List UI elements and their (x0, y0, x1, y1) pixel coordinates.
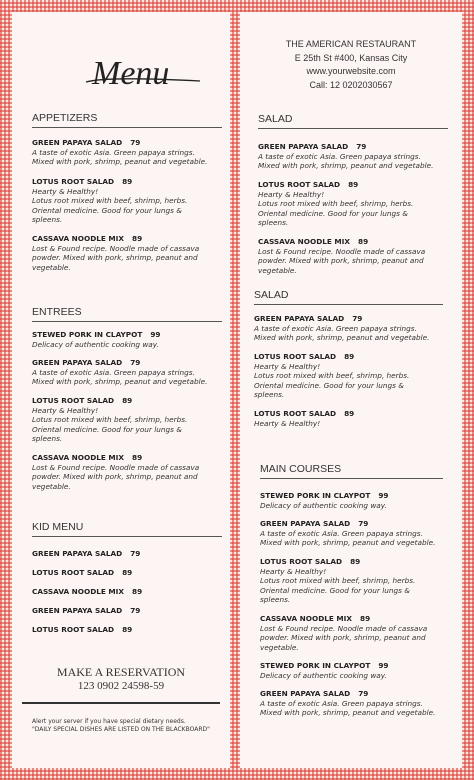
menu-script-title (82, 48, 202, 98)
menu-item-price: 79 (130, 358, 141, 367)
menu-item-price: 89 (344, 352, 355, 361)
menu-item (260, 661, 389, 680)
menu-item-description: A taste of exotic Asia. Green papaya strings. (258, 151, 421, 161)
menu-item-description: vegetable. (32, 262, 71, 272)
salad-heading: SALAD (254, 289, 443, 305)
menu-item-description: powder. Mixed with pork, shrimp, peanut and (32, 472, 198, 482)
menu-item-description: Delicacy of authentic cooking way. (32, 339, 159, 349)
menu-item-price: 89 (122, 396, 133, 405)
menu-item-description: Lotus root mixed with beef, shrimp, herbs. (258, 199, 414, 209)
menu-item (32, 138, 207, 167)
menu-item-description: spleens. (32, 215, 63, 225)
menu-item-name: LOTUS ROOT SALAD (254, 352, 337, 361)
menu-item (32, 587, 142, 597)
left-menu-panel (12, 12, 230, 768)
menu-item-price: 89 (350, 557, 361, 566)
menu-item-name: GREEN PAPAYA SALAD (260, 689, 351, 698)
svg-text:Menu: Menu (92, 55, 170, 92)
menu-item-price: 79 (356, 142, 367, 151)
restaurant-info (240, 38, 462, 92)
menu-item-description: A taste of exotic Asia. Green papaya strings. (32, 147, 195, 157)
menu-item-description: Mixed with pork, shrimp, peanut and vegetable. (258, 161, 434, 171)
menu-item (260, 491, 389, 510)
appetizers-heading: APPETIZERS (32, 112, 222, 128)
menu-item-description: A taste of exotic Asia. Green papaya strings. (32, 367, 195, 377)
menu-item-name: GREEN PAPAYA SALAD (254, 314, 345, 323)
menu-item (260, 557, 415, 605)
menu-item-name: LOTUS ROOT SALAD (32, 396, 115, 405)
menu-item-description: Lost & Found recipe. Noodle made of cassava (260, 623, 428, 633)
menu-item-price: 79 (130, 549, 141, 558)
menu-item (260, 614, 427, 652)
menu-item-description: Delicacy of authentic cooking way. (260, 670, 387, 680)
menu-item-name: CASSAVA NOODLE MIX (258, 237, 351, 246)
menu-item (258, 237, 425, 275)
menu-item-description: vegetable. (258, 265, 297, 275)
menu-item-price: 89 (132, 587, 143, 596)
menu-item-description: spleens. (258, 218, 289, 228)
menu-item-price: 79 (358, 689, 369, 698)
menu-item-description: Lotus root mixed with beef, shrimp, herbs. (254, 371, 410, 381)
menu-item (254, 352, 409, 400)
entrees-heading: ENTREES (32, 306, 222, 322)
menu-item (258, 142, 433, 171)
menu-item-name: CASSAVA NOODLE MIX (32, 453, 125, 462)
menu-item (258, 180, 413, 228)
menu-item-price: 89 (348, 180, 359, 189)
menu-item-name: GREEN PAPAYA SALAD (32, 358, 123, 367)
menu-item-description: powder. Mixed with pork, shrimp, peanut and (260, 633, 426, 643)
menu-item-price: 89 (122, 625, 133, 634)
menu-item-description: A taste of exotic Asia. Green papaya strings. (260, 698, 423, 708)
menu-item-price: 99 (378, 661, 389, 670)
menu-item (32, 625, 132, 635)
menu-item-description: spleens. (260, 595, 291, 605)
menu-item-price: 89 (122, 568, 133, 577)
menu-item (32, 549, 140, 559)
blackboard-note: "DAILY SPECIAL DISHES ARE LISTED ON THE BLACKBOARD" (32, 726, 210, 733)
menu-item-name: CASSAVA NOODLE MIX (260, 614, 353, 623)
menu-item-name: GREEN PAPAYA SALAD (32, 549, 123, 558)
menu-item-description: Hearty & Healthy! (32, 186, 99, 196)
menu-item-description: Oriental medicine. Good for your lungs & (258, 208, 408, 218)
menu-item (32, 330, 161, 349)
menu-item-name: LOTUS ROOT SALAD (32, 568, 115, 577)
menu-item-price: 89 (358, 237, 369, 246)
reservation-title: MAKE A RESERVATION (56, 665, 186, 679)
menu-item-price: 79 (352, 314, 363, 323)
menu-item (260, 689, 435, 718)
menu-item (32, 453, 199, 491)
menu-item-description: Oriental medicine. Good for your lungs & (254, 380, 404, 390)
menu-item-price: 79 (358, 519, 369, 528)
menu-item (254, 409, 354, 428)
menu-item-description: Delicacy of authentic cooking way. (260, 500, 387, 510)
menu-item-description: Lost & Found recipe. Noodle made of cassava (32, 462, 200, 472)
menu-item-name: LOTUS ROOT SALAD (32, 177, 115, 186)
menu-item-description: A taste of exotic Asia. Green papaya strings. (260, 528, 423, 538)
reservation-divider (22, 702, 220, 704)
menu-item-name: CASSAVA NOODLE MIX (32, 234, 125, 243)
menu-item-description: Hearty & Healthy! (260, 566, 327, 576)
menu-item (32, 396, 187, 444)
menu-item-description: Mixed with pork, shrimp, peanut and vegetable. (32, 377, 208, 387)
menu-item-name: GREEN PAPAYA SALAD (260, 519, 351, 528)
menu-item-description: Oriental medicine. Good for your lungs & (32, 424, 182, 434)
menu-item-description: Lotus root mixed with beef, shrimp, herbs. (32, 196, 188, 206)
menu-item-name: LOTUS ROOT SALAD (32, 625, 115, 634)
menu-item-price: 89 (132, 453, 143, 462)
menu-item-description: Mixed with pork, shrimp, peanut and vegetable. (254, 333, 430, 343)
menu-item-price: 79 (130, 606, 141, 615)
menu-item-description: Hearty & Healthy! (254, 418, 321, 428)
menu-item-description: Hearty & Healthy! (32, 405, 99, 415)
menu-item (32, 234, 199, 272)
menu-item-name: GREEN PAPAYA SALAD (258, 142, 349, 151)
restaurant-address: E 25th St #400, Kansas City (294, 52, 408, 63)
reservation-phone[interactable]: 123 0902 24598-59 (77, 680, 165, 692)
dietary-note: Alert your server if you have special dietary needs. (32, 718, 186, 725)
menu-item-description: spleens. (32, 434, 63, 444)
menu-item (32, 358, 207, 387)
main-courses-heading: MAIN COURSES (260, 463, 443, 479)
menu-item-description: spleens. (254, 390, 285, 400)
menu-item-price: 89 (122, 177, 133, 186)
restaurant-phone[interactable]: Call: 12 0202030567 (309, 79, 393, 90)
kid-menu-heading: KID MENU (32, 521, 222, 537)
menu-item (260, 519, 435, 548)
menu-item-description: Lost & Found recipe. Noodle made of cassava (258, 246, 426, 256)
menu-item-description: A taste of exotic Asia. Green papaya strings. (254, 323, 417, 333)
menu-item-description: Hearty & Healthy! (258, 189, 325, 199)
menu-item-description: powder. Mixed with pork, shrimp, peanut and (32, 253, 198, 263)
notes (32, 718, 210, 734)
menu-item-description: Lost & Found recipe. Noodle made of cassava (32, 243, 200, 253)
restaurant-website[interactable]: www.yourwebsite.com (306, 66, 396, 76)
menu-item-description: Hearty & Healthy! (254, 361, 321, 371)
menu-item-description: Mixed with pork, shrimp, peanut and vegetable. (260, 708, 436, 718)
restaurant-name: THE AMERICAN RESTAURANT (285, 39, 417, 49)
menu-item-price: 89 (360, 614, 371, 623)
menu-item-description: Mixed with pork, shrimp, peanut and vegetable. (260, 538, 436, 548)
menu-item-description: vegetable. (32, 481, 71, 491)
salad-heading: SALAD (258, 113, 448, 129)
menu-item-name: STEWED PORK IN CLAYPOT (32, 330, 143, 339)
menu-item-name: STEWED PORK IN CLAYPOT (260, 661, 371, 670)
menu-item-price: 89 (344, 409, 355, 418)
menu-item-description: Lotus root mixed with beef, shrimp, herbs. (260, 576, 416, 586)
menu-item (32, 177, 187, 225)
menu-item-name: GREEN PAPAYA SALAD (32, 138, 123, 147)
menu-item (32, 606, 140, 616)
menu-item-description: vegetable. (260, 642, 299, 652)
menu-item (254, 314, 429, 343)
right-menu-panel (240, 12, 462, 768)
menu-item-description: Lotus root mixed with beef, shrimp, herbs. (32, 415, 188, 425)
menu-item-price: 99 (150, 330, 161, 339)
menu-item-name: LOTUS ROOT SALAD (258, 180, 341, 189)
menu-item (32, 568, 132, 578)
menu-item-description: Mixed with pork, shrimp, peanut and vegetable. (32, 157, 208, 167)
menu-item-description: powder. Mixed with pork, shrimp, peanut and (258, 256, 424, 266)
menu-item-name: LOTUS ROOT SALAD (254, 409, 337, 418)
menu-item-name: LOTUS ROOT SALAD (260, 557, 343, 566)
menu-item-name: CASSAVA NOODLE MIX (32, 587, 125, 596)
menu-item-description: Oriental medicine. Good for your lungs & (260, 585, 410, 595)
menu-item-description: Oriental medicine. Good for your lungs & (32, 205, 182, 215)
menu-item-name: GREEN PAPAYA SALAD (32, 606, 123, 615)
menu-item-price: 79 (130, 138, 141, 147)
menu-item-name: STEWED PORK IN CLAYPOT (260, 491, 371, 500)
menu-item-price: 89 (132, 234, 143, 243)
menu-item-price: 99 (378, 491, 389, 500)
